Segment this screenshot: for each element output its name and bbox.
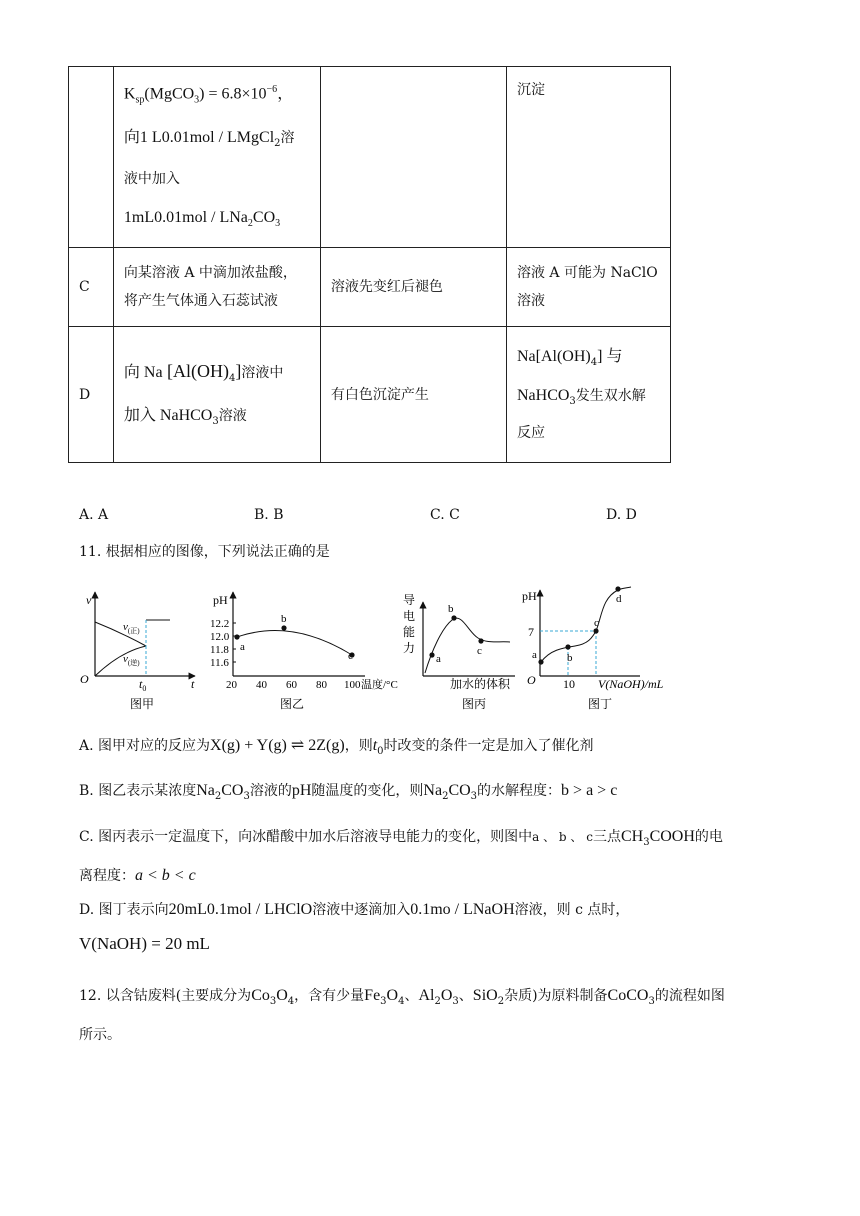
row-c-label: C	[69, 248, 114, 327]
q12-mid2: 杂质)为原料制备	[504, 988, 608, 1004]
q11-c-end: 的电	[694, 829, 723, 845]
q11-b-co-2: CO	[448, 782, 471, 799]
q11-c-cooh: COOH	[649, 828, 695, 845]
q11-a-pre: A. 图甲对应的反应为	[79, 738, 211, 754]
yi-x-tick: 80	[316, 679, 327, 691]
row-b-label	[69, 67, 114, 248]
ding-label-b: b	[567, 652, 573, 664]
q12-line1	[79, 985, 725, 1007]
row-b-line4-mid: CO	[252, 209, 276, 227]
row-d-concl-l2-end: 发生双水解	[575, 387, 646, 404]
yi-y-tick: 11.6	[210, 657, 229, 669]
q11-b-mid2: 随温度的变化，则	[311, 783, 424, 799]
q12-pre: 12. 以含钴废料(主要成分为	[79, 988, 252, 1004]
q11-c-sub: 3	[643, 836, 650, 848]
q11-b-sub1: 2	[214, 790, 222, 802]
row-c-phenomenon: 溶液先变红后褪色	[320, 248, 506, 327]
q12-fe3o4: Fe	[364, 987, 381, 1004]
q12-co3o4: Co	[251, 987, 270, 1004]
jia-t0-label: $t_0$	[139, 677, 147, 693]
q11-c-mid: 三点	[592, 829, 621, 845]
q12-al-o: O	[440, 987, 453, 1004]
jia-caption: 图甲	[130, 697, 155, 711]
yi-x-label: 温度/°C	[361, 679, 398, 691]
q11-a-equation: X(g) + Y(g) ⇌ 2Z(g)	[210, 737, 345, 754]
row-d-concl-nahco3-sub: 3	[569, 395, 576, 407]
q11-option-d-line1	[79, 899, 629, 919]
table-row-c	[69, 248, 671, 327]
q11-b-na2co3: Na	[196, 782, 215, 799]
ksp-formula-sub: 3	[194, 94, 200, 106]
q12-line2: 所示。	[79, 1027, 121, 1043]
q11-b-mid3: 的水解程度：	[477, 783, 562, 799]
row-d-complex-close: ]	[235, 361, 242, 382]
q11-option-a	[79, 735, 594, 757]
bing-y-label-3: 能	[403, 625, 416, 639]
q10-option-d: D. D	[606, 507, 637, 523]
ksp-text: K	[123, 85, 136, 103]
yi-x-tick: 20	[226, 679, 237, 691]
row-b-line2-text: 向1 L0.01mol / LMgCl	[123, 128, 275, 146]
yi-x-tick: 60	[286, 679, 297, 691]
q12-al2o3: Al	[418, 987, 435, 1004]
figure-bing	[403, 593, 515, 711]
q11-d-hclo: 20mL0.1mol / LHClO	[168, 901, 313, 918]
yi-label-a: a	[240, 641, 245, 653]
ksp-exp: −6	[266, 84, 278, 95]
bing-x-label: 加水的体积	[450, 677, 511, 691]
q12-end: 的流程如图	[654, 988, 725, 1004]
ding-x-tick-10: 10	[563, 677, 575, 691]
bing-point-c	[478, 638, 483, 643]
row-b-line4-sub2: 3	[275, 218, 281, 230]
ksp-formula: (MgCO	[144, 85, 195, 103]
yi-x-ticks	[226, 679, 361, 691]
q12-sep2: 、	[458, 988, 473, 1004]
q11-b-sub2: 3	[243, 790, 250, 802]
row-b-line4	[124, 210, 310, 229]
q11-b-mid: 溶液的	[249, 783, 292, 799]
row-d-col3	[506, 327, 670, 463]
ksp-sub: sp	[135, 94, 145, 106]
q11-b-ph: pH	[291, 782, 312, 799]
yi-y-ticks	[210, 618, 236, 669]
row-d-line2-end: 溶液	[218, 408, 247, 424]
row-c-line1: 向某溶液 A 中滴加浓盐酸，	[123, 265, 297, 281]
ding-caption: 图丁	[588, 697, 613, 711]
q11-c-relation: a < b < c	[135, 867, 196, 884]
row-d-concl-complex: Na[Al(OH)	[516, 347, 591, 365]
q11-d-mid: 溶液中逐滴加入	[312, 902, 411, 918]
row-b-line2-end: 溶	[280, 129, 295, 146]
q11-c-points: a 、 b 、 c	[532, 830, 593, 844]
ksp-value: ) = 6.8×10	[199, 85, 267, 103]
q12-co3o4-s2: 4	[287, 995, 295, 1007]
yi-ph-curve	[237, 631, 352, 655]
q11-a-t-sub: 0	[377, 745, 384, 757]
jia-v-reverse: $v_{(逆)}$	[123, 653, 140, 667]
row-d-nahco3: 加入 NaHCO	[123, 407, 213, 424]
row-b-result: 沉淀	[516, 82, 545, 98]
q12-sio2: SiO	[472, 987, 498, 1004]
row-d-concl-sub: 4	[590, 356, 598, 368]
row-b-col1	[113, 67, 320, 248]
yi-y-label: pH	[213, 593, 228, 607]
ding-point-a	[538, 659, 543, 664]
q12-fe-s2: 4	[398, 995, 405, 1007]
row-d-complex: [Al(OH)	[167, 361, 230, 382]
row-d-concl-end: ] 与	[597, 347, 623, 365]
bing-label-b: b	[448, 603, 454, 615]
q11-c-pre: C. 图丙表示一定温度下，向冰醋酸中加水后溶液导电能力的变化，则图中	[79, 829, 533, 845]
bing-caption: 图丙	[462, 697, 487, 711]
q12-co3o4-s1: 3	[269, 995, 277, 1007]
ksp-comma: ，	[277, 85, 294, 103]
q11-d-end: 溶液，则 c 点时，	[514, 902, 630, 918]
yi-y-tick: 12.2	[210, 618, 230, 630]
q12-si-s: 2	[497, 995, 505, 1007]
q10-option-b: B. B	[254, 507, 284, 523]
q11-option-c-line2	[79, 865, 196, 885]
q11-b-co: CO	[221, 782, 244, 799]
ksp-line	[124, 85, 310, 106]
q10-option-c: C. C	[430, 507, 460, 523]
row-c-conclusion-l2: 溶液	[516, 293, 545, 309]
figure-jia	[80, 592, 195, 711]
row-b-col3	[506, 67, 670, 248]
row-d-complex-sub: 4	[229, 373, 236, 384]
jia-x-label: t	[191, 677, 195, 691]
q11-figures	[70, 580, 710, 720]
row-c-line2: 将产生气体通入石蕊试液	[123, 293, 278, 309]
ding-label-c: c	[594, 617, 599, 629]
row-d-concl-nahco3: NaHCO	[516, 386, 570, 404]
ding-y-tick-7: 7	[528, 625, 534, 639]
q12-sep1: 、	[404, 988, 419, 1004]
ding-y-label: pH	[522, 589, 537, 603]
yi-point-b	[281, 625, 286, 630]
q12-al-s1: 2	[434, 995, 441, 1007]
bing-point-b	[451, 615, 456, 620]
q12-co3o4-o: O	[276, 987, 288, 1004]
bing-y-label-4: 力	[403, 641, 416, 655]
yi-point-a	[234, 634, 239, 639]
table-row-d	[69, 327, 671, 463]
row-b-line4-text: 1mL0.01mol / LNa	[123, 209, 248, 227]
ding-x-label: V(NaOH)/mL	[598, 677, 664, 691]
ding-origin: O	[527, 673, 536, 687]
bing-y-label-1: 导	[403, 593, 416, 607]
row-b-line4-sub: 2	[247, 218, 253, 230]
row-d-concl-l3: 反应	[516, 425, 545, 442]
row-d-line1-end: 溶液中	[241, 365, 284, 382]
jia-v-forward: $v_{(正)}$	[123, 621, 140, 635]
figure-yi	[210, 592, 398, 711]
yi-label-b: b	[281, 613, 287, 625]
yi-x-tick: 40	[256, 679, 267, 691]
ding-point-b	[565, 644, 570, 649]
q11-b-na2co3-2: Na	[423, 782, 443, 799]
q11-stem: 11. 根据相应的图像，下列说法正确的是	[79, 544, 330, 560]
row-c-col3	[506, 248, 670, 327]
q11-a-end: 时改变的条件一定是加入了催化剂	[383, 738, 594, 754]
q11-a-mid: ，则	[344, 738, 373, 754]
row-b-col2	[320, 67, 506, 248]
bing-label-a: a	[436, 653, 441, 665]
row-d-concl-l1	[517, 349, 660, 368]
bing-y-label-2: 电	[403, 609, 416, 623]
jia-y-label: v	[86, 593, 92, 607]
q11-d-volume: V(NaOH) = 20 mL	[79, 934, 210, 953]
q11-b-pre: B. 图乙表示某浓度	[79, 783, 197, 799]
table-row-b	[69, 67, 671, 248]
row-b-line2	[124, 130, 310, 149]
q10-option-a: A. A	[79, 507, 109, 523]
q12-fe-s1: 3	[380, 995, 387, 1007]
q12-mid: ，含有少量	[294, 988, 365, 1004]
ding-label-a: a	[532, 649, 537, 661]
q11-b-sub3: 2	[442, 790, 449, 802]
yi-x-tick: 100	[344, 679, 361, 691]
q11-option-b	[79, 780, 617, 802]
ding-point-c	[593, 628, 598, 633]
row-b-line2-sub: 2	[274, 137, 281, 149]
q12-coco3-s: 3	[648, 995, 655, 1007]
row-d-nahco3-sub: 3	[212, 415, 219, 427]
question-table	[68, 66, 671, 463]
row-b-line3: 液中加入	[123, 171, 180, 188]
ding-point-d	[615, 586, 620, 591]
bing-label-c: c	[477, 645, 482, 657]
row-d-phenomenon: 有白色沉淀产生	[320, 327, 506, 463]
q11-b-sub4: 3	[470, 790, 478, 802]
q11-a-t: t	[372, 737, 378, 754]
q11-d-naoh: 0.1mo / LNaOH	[410, 901, 515, 918]
ding-label-d: d	[616, 593, 622, 605]
q11-c-l2-pre: 离程度：	[79, 868, 135, 884]
row-d-concl-l2	[517, 388, 660, 407]
q12-al-s2: 3	[452, 995, 459, 1007]
jia-origin: O	[80, 672, 89, 686]
q11-d-pre: D. 图丁表示向	[79, 902, 169, 918]
yi-caption: 图乙	[280, 697, 305, 711]
row-c-col1	[113, 248, 320, 327]
yi-y-tick: 12.0	[210, 631, 230, 643]
row-d-col1	[113, 327, 320, 463]
q12-fe-o: O	[386, 987, 399, 1004]
yi-label-c: c	[348, 650, 353, 662]
row-d-line1	[124, 362, 310, 384]
q11-option-c-line1	[79, 826, 723, 848]
row-c-conclusion-l1: 溶液 A 可能为 NaClO	[516, 265, 658, 281]
yi-y-tick: 11.8	[210, 644, 229, 656]
q12-coco3: CoCO	[607, 987, 649, 1004]
bing-point-a	[429, 652, 434, 657]
figure-ding	[522, 586, 664, 711]
row-d-label: D	[69, 327, 114, 463]
row-d-line2	[124, 408, 310, 427]
q11-b-relation: b > a > c	[561, 782, 618, 799]
row-d-na: 向 Na	[123, 364, 163, 382]
q11-c-ch3: CH	[620, 828, 644, 845]
